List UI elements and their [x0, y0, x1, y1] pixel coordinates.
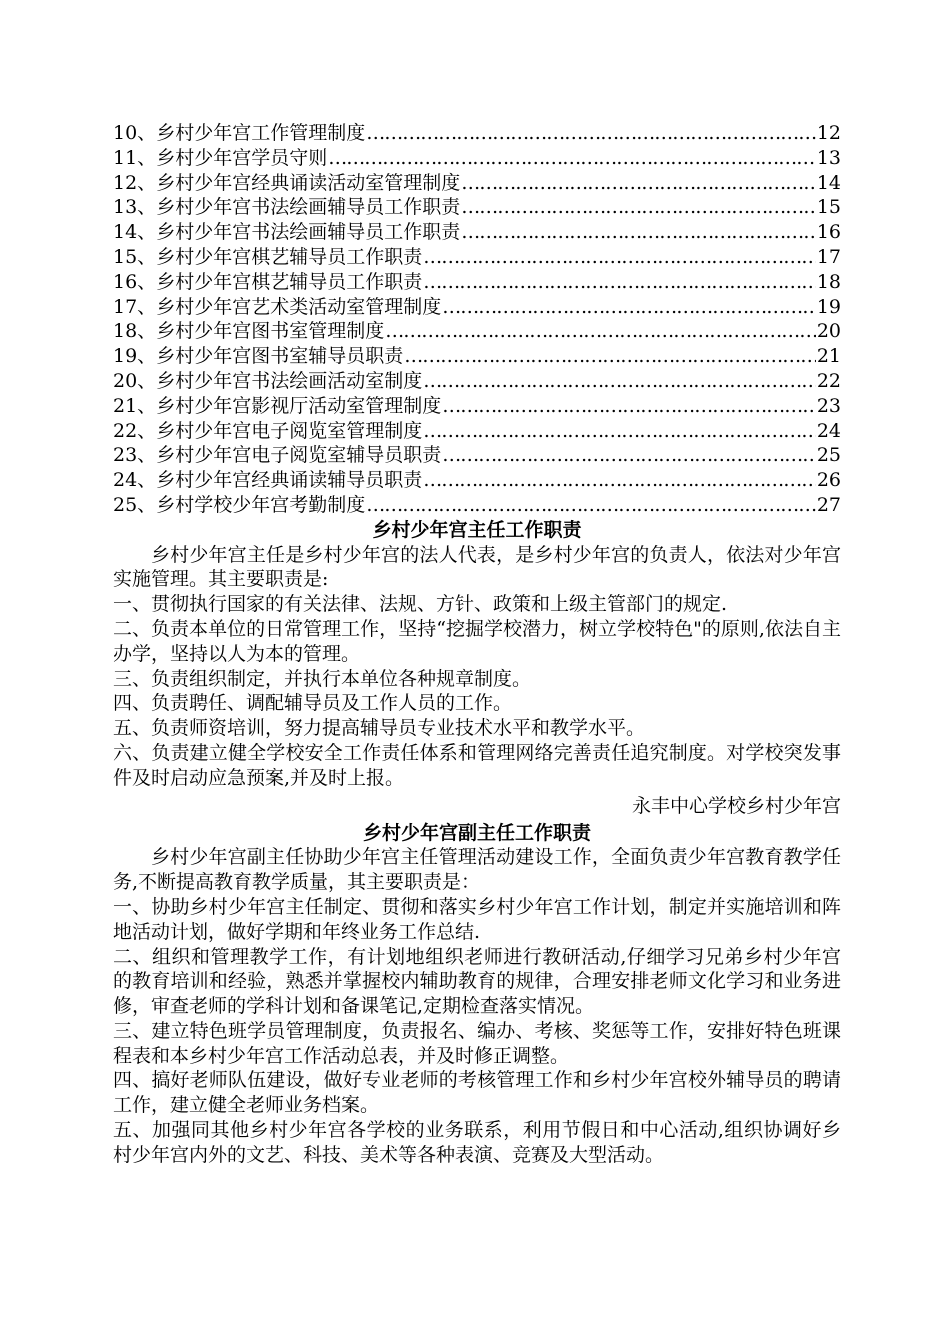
toc-entry-number: 21、	[113, 394, 157, 417]
toc-entry-number: 18、	[113, 320, 157, 343]
toc-entry-title: 乡村少年宫影视厅活动室管理制度	[156, 394, 442, 417]
toc-leader-dots	[423, 245, 816, 270]
duty-item: 三、负责组织制定，并执行本单位各种规章制度。	[113, 667, 532, 690]
deputy-director-duties-section	[113, 821, 841, 1168]
director-duties-section	[113, 518, 841, 821]
toc-leader-dots	[328, 146, 816, 171]
toc-entry-page: 26	[816, 469, 841, 492]
toc-leader-dots	[423, 270, 816, 295]
toc-entry	[113, 171, 841, 196]
toc-entry	[113, 319, 841, 344]
toc-entry-page: 27	[816, 493, 841, 516]
toc-entry-number: 25、	[113, 493, 157, 516]
section-intro: 乡村少年宫主任是乡村少年宫的法人代表，是乡村少年宫的负责人，依法对少年宫实施管理。其主要职责是:	[113, 543, 841, 591]
toc-leader-dots	[461, 220, 816, 245]
toc-entry-title: 乡村少年宫棋艺辅导员工作职责	[156, 245, 423, 268]
toc-entry-title: 乡村少年宫经典诵读辅导员职责	[156, 469, 423, 492]
toc-leader-dots	[461, 195, 816, 220]
toc-entry-title: 乡村少年宫图书室管理制度	[156, 320, 385, 343]
toc-entry-page: 17	[816, 245, 841, 268]
toc-entry-page: 21	[816, 345, 841, 368]
toc-entry	[113, 443, 841, 468]
duty-item: 六、负责建立健全学校安全工作责任体系和管理网络完善责任追究制度。对学校突发事件及时启动应急预案,并及时上报。	[113, 741, 841, 789]
toc-leader-dots	[385, 319, 816, 344]
toc-leader-dots	[442, 443, 816, 468]
toc-entry-title: 乡村少年宫学员守则	[156, 146, 328, 169]
toc-entry-number: 14、	[113, 221, 157, 244]
signature: 永丰中心学校乡村少年宫	[631, 794, 841, 817]
toc-leader-dots	[366, 493, 816, 518]
toc-entry	[113, 344, 841, 369]
toc-entry-page: 18	[816, 270, 841, 293]
duty-item: 五、加强同其他乡村少年宫各学校的业务联系，利用节假日和中心活动,组织协调好乡村少年宫内外的文艺、科技、美术等各种表演、竞赛及大型活动。	[113, 1119, 841, 1166]
toc-leader-dots	[404, 344, 816, 369]
toc-entry-number: 22、	[113, 419, 157, 442]
toc-entry-title: 乡村少年宫电子阅览室辅导员职责	[156, 444, 442, 467]
duty-item: 一、协助乡村少年宫主任制定、贯彻和落实乡村少年宫工作计划，制定并实施培训和阵地活动计划，做好学期和年终业务工作总结.	[113, 895, 841, 943]
toc-entry-page: 22	[816, 369, 841, 392]
toc-entry-number: 17、	[113, 295, 157, 318]
toc-leader-dots	[423, 468, 816, 493]
toc-entry-title: 乡村少年宫艺术类活动室管理制度	[156, 295, 442, 318]
section-heading: 乡村少年宫副主任工作职责	[362, 821, 591, 844]
section-heading: 乡村少年宫主任工作职责	[372, 518, 582, 541]
toc-leader-dots	[423, 369, 816, 394]
toc-entry-number: 12、	[113, 171, 157, 194]
document-page	[113, 121, 841, 1168]
toc-entry	[113, 121, 841, 146]
toc-leader-dots	[442, 394, 816, 419]
toc-entry-number: 11、	[113, 146, 157, 169]
toc-entry-page: 20	[816, 320, 841, 343]
toc-entry-title: 乡村少年宫书法绘画辅导员工作职责	[156, 196, 461, 219]
toc-entry	[113, 295, 841, 320]
toc-entry-number: 15、	[113, 245, 157, 268]
toc-entry-number: 19、	[113, 345, 157, 368]
toc-entry-page: 12	[816, 122, 841, 144]
toc-leader-dots	[423, 419, 816, 444]
toc-entry-title: 乡村少年宫图书室辅导员职责	[156, 345, 404, 368]
toc-entry-number: 23、	[113, 444, 157, 467]
toc-leader-dots	[366, 121, 816, 146]
toc-entry	[113, 394, 841, 419]
toc-entry-page: 15	[816, 196, 841, 219]
toc-entry	[113, 369, 841, 394]
duty-item: 一、贯彻执行国家的有关法律、法规、方针、政策和上级主管部门的规定.	[113, 593, 728, 616]
toc-entry-page: 16	[816, 221, 841, 244]
duty-item: 五、负责师资培训，努力提高辅导员专业技术水平和教学水平。	[113, 717, 646, 740]
toc-leader-dots	[461, 171, 816, 196]
toc-entry-page: 13	[816, 146, 841, 169]
toc-entry	[113, 493, 841, 518]
toc-entry	[113, 270, 841, 295]
duty-item: 四、搞好老师队伍建设，做好专业老师的考核管理工作和乡村少年宫校外辅导员的聘请工作，建立健全老师业务档案。	[113, 1069, 841, 1117]
duty-item: 四、负责聘任、调配辅导员及工作人员的工作。	[113, 692, 513, 715]
toc-entry-title: 乡村少年宫电子阅览室管理制度	[156, 419, 423, 442]
duty-item: 二、负责本单位的日常管理工作，坚持“挖掘学校潜力，树立学校特色"的原则,依法自主办学，坚持以人为本的管理。	[113, 617, 841, 665]
toc-entry-page: 14	[816, 171, 841, 194]
toc-entry-page: 19	[816, 295, 841, 318]
toc-entry-title: 乡村少年宫书法绘画辅导员工作职责	[156, 221, 461, 244]
toc-entry	[113, 245, 841, 270]
toc-entry-number: 20、	[113, 369, 157, 392]
toc-entry-title: 乡村学校少年宫考勤制度	[156, 493, 366, 516]
toc-entry	[113, 419, 841, 444]
toc-entry-number: 16、	[113, 270, 157, 293]
toc-entry-title: 乡村少年宫书法绘画活动室制度	[156, 369, 423, 392]
toc-leader-dots	[442, 295, 816, 320]
toc-entry-title: 乡村少年宫经典诵读活动室管理制度	[156, 171, 461, 194]
toc-entry	[113, 146, 841, 171]
duty-item: 三、建立特色班学员管理制度，负责报名、编办、考核、奖惩等工作，安排好特色班课程表和本乡村少年宫工作活动总表，并及时修正调整。	[113, 1019, 841, 1067]
duty-item: 二、组织和管理教学工作，有计划地组织老师进行教研活动,仔细学习兄弟乡村少年宫的教育培训和经验，熟悉并掌握校内辅助教育的规律，合理安排老师文化学习和业务进修，审查老师的学科计划和备课笔记,定期检查落实情况。	[113, 945, 841, 1018]
toc-entry-page: 23	[816, 394, 841, 417]
toc-entry-title: 乡村少年宫棋艺辅导员工作职责	[156, 270, 423, 293]
toc-entry	[113, 468, 841, 493]
toc-entry-number: 10、	[113, 122, 157, 144]
table-of-contents	[113, 121, 841, 518]
toc-entry-page: 25	[816, 444, 841, 467]
toc-entry-title: 乡村少年宫工作管理制度	[156, 122, 366, 144]
toc-entry-number: 24、	[113, 469, 157, 492]
toc-entry-page: 24	[816, 419, 841, 442]
toc-entry	[113, 195, 841, 220]
toc-entry	[113, 220, 841, 245]
toc-entry-number: 13、	[113, 196, 157, 219]
section-intro: 乡村少年宫副主任协助少年宫主任管理活动建设工作，全面负责少年宫教育教学任务,不断提高教育教学质量，其主要职责是：	[113, 846, 841, 894]
